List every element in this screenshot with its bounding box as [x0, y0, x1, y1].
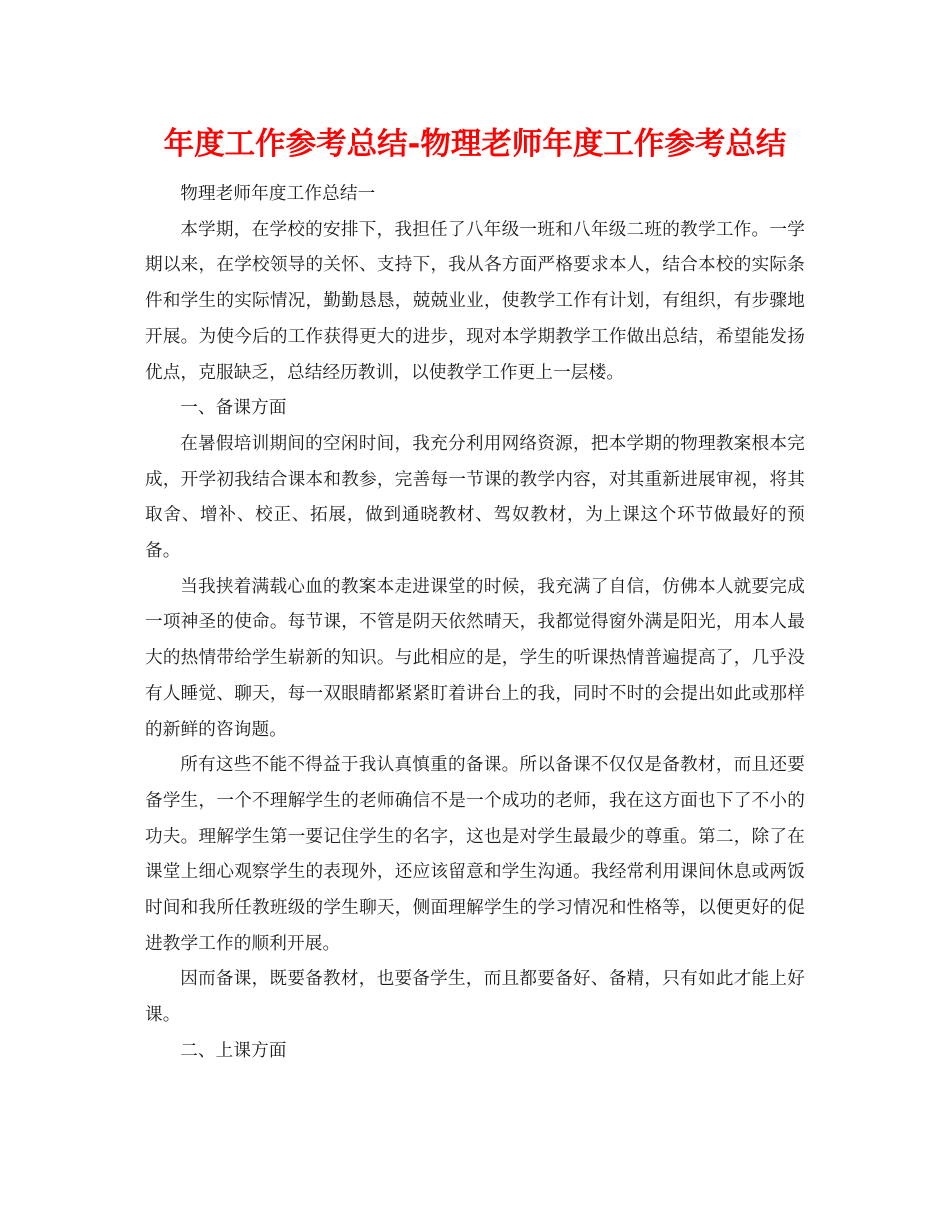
body-paragraph: 当我挟着满载心血的教案本走进课堂的时候，我充满了自信，仿佛本人就要完成一项神圣的使命。每节课，不管是阴天依然晴天，我都觉得窗外满是阳光，用本人最大的热情带给学生崭新的知识。与此相应的是，学生的听课热情普遍提高了，几乎没有人睡觉、聊天，每一双眼睛都紧紧盯着讲台上的我，同时不时的会提出如此或那样的新鲜的咨询题。 [145, 576, 805, 740]
section-subtitle: 物理老师年度工作总结一 [180, 184, 376, 204]
section-heading-teaching: 二、上课方面 [180, 1040, 287, 1061]
document-title: 年度工作参考总结-物理老师年度工作参考总结 [163, 127, 787, 162]
intro-paragraph: 本学期，在学校的安排下，我担任了八年级一班和八年级二班的教学工作。一学期以来，在学校领导的关怀、支持下，我从各方面严格要求本人，结合本校的实际条件和学生的实际情况，勤勤恳恳，兢兢业业，使教学工作有计划，有组织，有步骤地开展。为使今后的工作获得更大的进步，现对本学期教学工作做出总结，希望能发扬优点，克服缺乏，总结经历教训，以使教学工作更上一层楼。 [145, 219, 805, 383]
body-paragraph: 因而备课，既要备教材，也要备学生，而且都要备好、备精，只有如此才能上好课。 [145, 969, 805, 1026]
body-paragraph: 在暑假培训期间的空闲时间，我充分利用网络资源，把本学期的物理教案根本完成，开学初我结合课本和教参，完善每一节课的教学内容，对其重新进展审视，将其取舍、增补、校正、拓展，做到通晓教材、驾奴教材，为上课这个环节做最好的预备。 [145, 433, 805, 562]
document-page [145, 122, 805, 1070]
section-heading-lesson-prep: 一、备课方面 [180, 398, 287, 419]
body-paragraph: 所有这些不能不得益于我认真慎重的备课。所以备课不仅仅是备教材，而且还要备学生，一个不理解学生的老师确信不是一个成功的老师，我在这方面也下了不小的功夫。理解学生第一要记住学生的名字，这也是对学生最最少的尊重。第二，除了在课堂上细心观察学生的表现外，还应该留意和学生沟通。我经常利用课间休息或两饭时间和我所任教班级的学生聊天，侧面理解学生的学习情况和性格等，以便更好的促进教学工作的顺利开展。 [145, 755, 805, 954]
